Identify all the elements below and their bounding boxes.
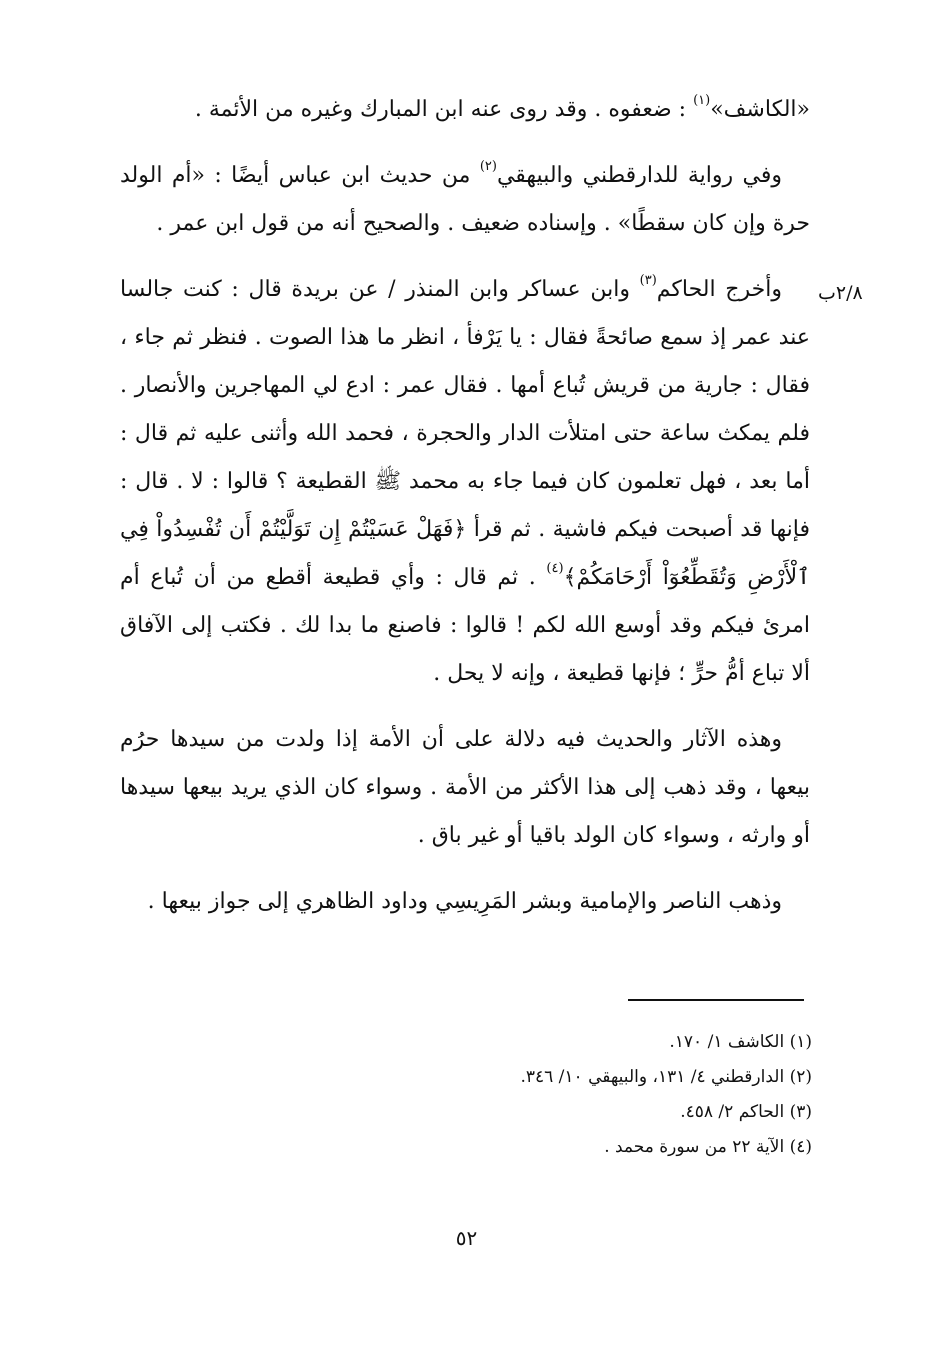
paragraph-3 [120, 266, 810, 698]
footnotes [380, 1025, 812, 1165]
footnote-ref-2: (٢) [479, 159, 497, 174]
footnote-ref-3: (٣) [639, 273, 657, 288]
page-number: ٥٢ [455, 1226, 478, 1250]
paragraph-2 [120, 152, 810, 248]
footnote-4: (٤) الآية ٢٢ من سورة محمد . [604, 1137, 812, 1157]
paragraph-1 [120, 86, 810, 134]
paragraph-text-continued: وابن عساكر وابن المنذر / عن بريدة قال : كنت جالسا عند عمر إذ سمع صائحةً فقال : يا يَرْفأ ، انظر ما هذا الصوت . فنظر ثم جاء ، فقال : جارية من قريش تُباع أمها . فقال عمر : ادع لي المهاجرين والأنصار . فلم يمكث ساعة حتى امتلأت الدار والحجرة ، فحمد الله وأثنى عليه ثم قال : أما بعد ، فهل تعلمون كان فيما جاء به محمد ﷺ القطيعة ؟ قالوا : لا . قال : فإنها قد أصبحت فيكم فاشية . ثم قرأ ﴿فَهَلْ عَسَيْتُمْ إِن تَوَلَّيْتُمْ أَن تُفْسِدُواْ فِي ٱلْأَرْضِ وَتُقَطِّعُوٓاْ أَرْحَامَكُمْ﴾ [120, 277, 811, 590]
paragraph-5 [120, 878, 810, 926]
footnote-3: (٣) الحاكم ٢/ ٤٥٨. [680, 1102, 812, 1122]
footnote-ref-1: (١) [693, 93, 711, 108]
footnote-ref-4: (٤) [546, 561, 564, 576]
paragraph-text: وذهب الناصر والإمامية وبشر المَرِيسِي وداود الظاهري إلى جواز بيعها . [147, 889, 782, 914]
main-text [120, 86, 810, 944]
paragraph-text-continued: من حديث ابن عباس أيضًا : «أم الولد حرة وإن كان سقطًا» . وإسناده ضعيف . والصحيح أنه من قول ابن عمر . [120, 163, 810, 236]
footnote-1: (١) الكاشف ١/ ١٧٠. [669, 1032, 812, 1052]
paragraph-text: وهذه الآثار والحديث فيه دلالة على أن الأمة إذا ولدت من سيدها حرُم بيعها ، وقد ذهب إلى هذا الأكثر من الأمة . وسواء كان الذي يريد بيعها سيدها أو وارثه ، وسواء كان الولد باقيا أو غير باق . [120, 727, 810, 848]
paragraph-text: وأخرج الحاكم [656, 277, 782, 302]
paragraph-text-end: . ثم قال : وأي قطيعة أقطع من أن تُباع أم امرئ فيكم وقد أوسع الله لكم ! قالوا : فاصنع ما بدا لك . فكتب إلى الآفاق ألا تباع أمُّ حرٍّ ؛ فإنها قطيعة ، وإنه لا يحل . [120, 565, 810, 686]
paragraph-4 [120, 716, 810, 860]
paragraph-text-continued: : ضعفوه . وقد روى عنه ابن المبارك وغيره من الأئمة . [194, 97, 694, 122]
paragraph-text: وفي رواية للدارقطني والبيهقي [496, 163, 782, 188]
margin-folio-note: ٢/٨ب [818, 282, 863, 304]
footnote-2: (٢) الدارقطني ٤/ ١٣١، والبيهقي ١٠/ ٣٤٦. [520, 1067, 812, 1087]
footnote-separator [628, 999, 804, 1001]
paragraph-text: «الكاشف» [710, 97, 810, 122]
